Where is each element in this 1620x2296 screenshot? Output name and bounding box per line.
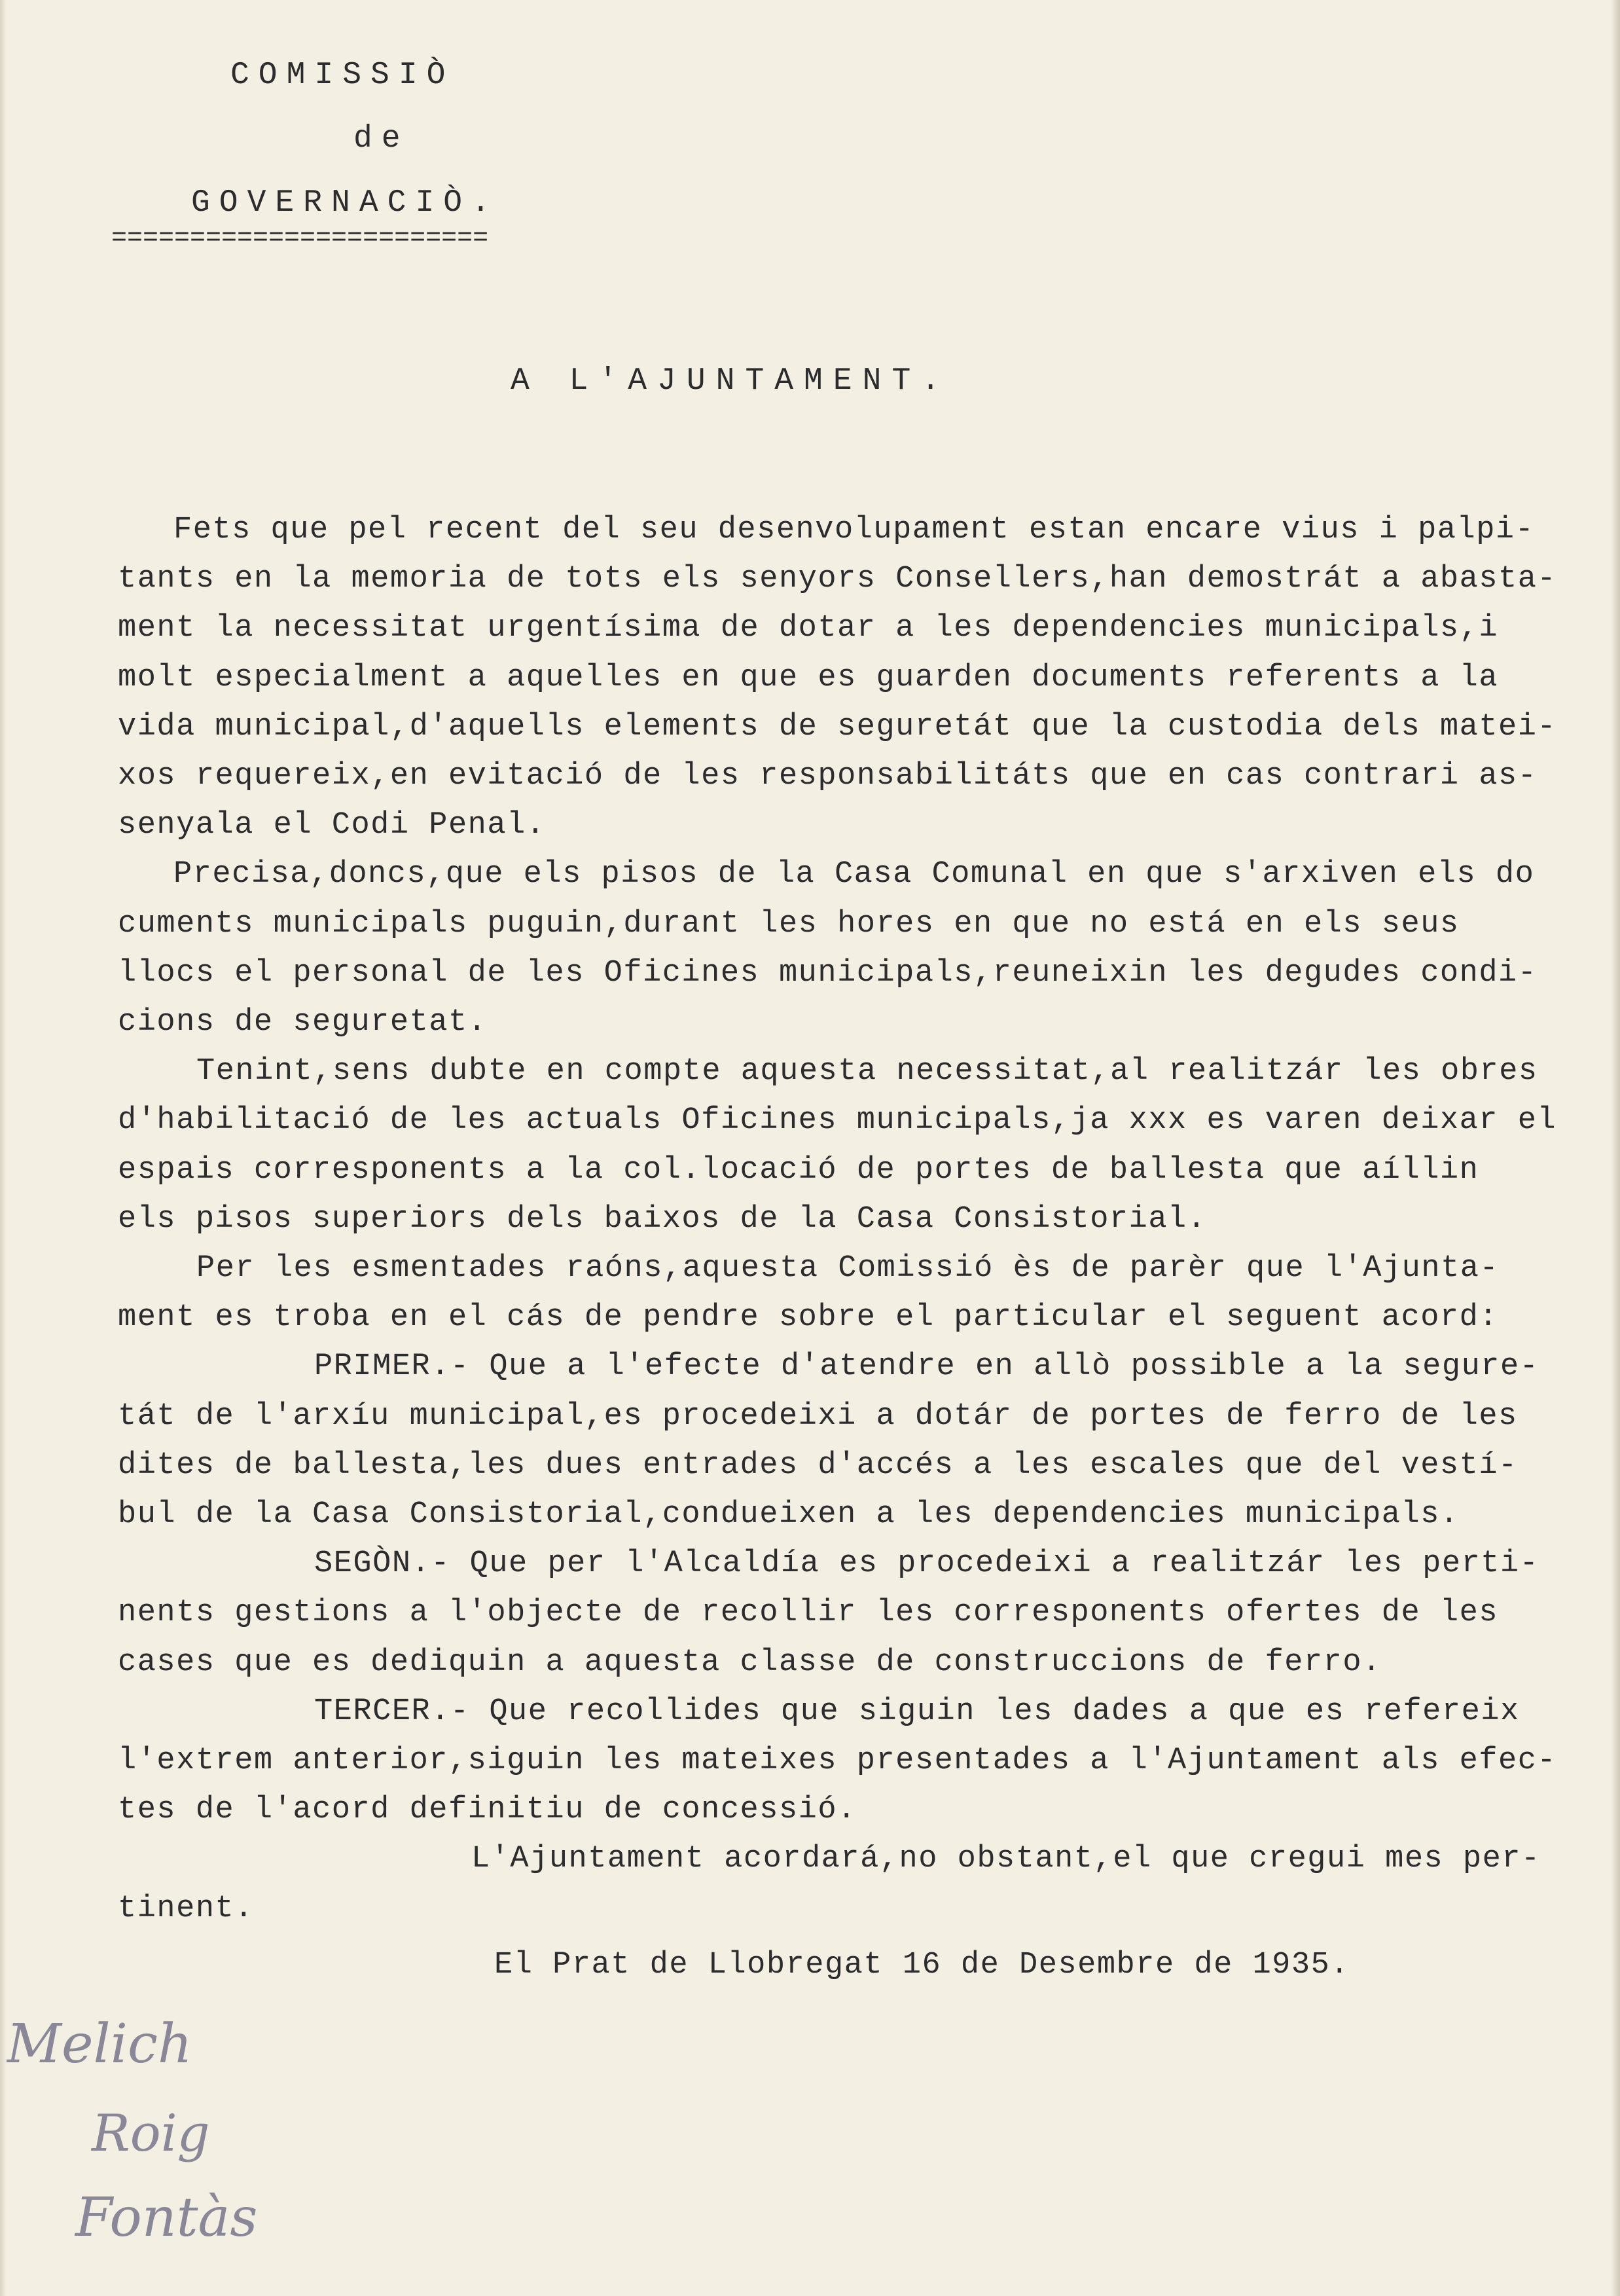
body-line: molt especialment a aquelles en que es guarden documents referents a la [118, 661, 1499, 695]
body-line: cuments municipals puguin,durant les hores en que no está en els seus [118, 907, 1460, 941]
body-line: ment la necessitat urgentísima de dotar a les dependencies municipals,i [118, 611, 1499, 646]
body-line: Tenint,sens dubte en compte aquesta necessitat,al realitzár les obres [196, 1054, 1538, 1089]
signature-roig: Roig [92, 2104, 210, 2163]
header-de: de [353, 121, 410, 156]
body-line: tes de l'acord definitiu de concessió. [118, 1793, 857, 1827]
body-line: d'habilitació de les actuals Oficines municipals,ja xxx es varen deixar el [118, 1103, 1557, 1138]
body-line: ment es troba en el cás de pendre sobre el particular el seguent acord: [118, 1300, 1499, 1335]
header-underline: ======================== [111, 224, 489, 253]
body-line: tants en la memoria de tots els senyors Consellers,han demostrát a abasta- [118, 562, 1557, 596]
date-line: El Prat de Llobregat 16 de Desembre de 1935. [494, 1948, 1350, 1982]
body-line: Per les esmentades raóns,aquesta Comissió ès de parèr que l'Ajunta- [196, 1251, 1500, 1286]
body-line: TERCER.- Que recollides que siguin les dades a que es refereix [314, 1694, 1520, 1729]
body-line: SEGÒN.- Que per l'Alcaldía es procedeixi a realitzár les perti- [314, 1546, 1539, 1581]
body-line: l'extrem anterior,siguin les mateixes presentades a l'Ajuntament als efec- [118, 1743, 1557, 1778]
body-line: llocs el personal de les Oficines municipals,reuneixin les degudes condi- [118, 956, 1538, 991]
signature-fontas: Fontàs [75, 2187, 258, 2249]
page-left-edge [0, 0, 7, 2296]
header-governacio: GOVERNACIÒ. [191, 185, 499, 221]
body-line: dites de ballesta,les dues entrades d'accés a les escales que del vestí- [118, 1448, 1518, 1483]
body-line: Fets que pel recent del seu desenvolupament estan encare vius i palpi- [173, 513, 1535, 547]
header-commission: COMISSIÒ [230, 58, 455, 93]
body-line: els pisos superiors dels baixos de la Casa Consistorial. [118, 1202, 1207, 1237]
page-right-edge [1611, 0, 1620, 2296]
body-line: PRIMER.- Que a l'efecte d'atendre en allò possible a la segure- [314, 1349, 1539, 1384]
body-line: cions de seguretat. [118, 1005, 488, 1040]
signature-melich: Melich [7, 2013, 192, 2075]
body-line: tát de l'arxíu municipal,es procedeixi a dotár de portes de ferro de les [118, 1399, 1518, 1434]
body-line: vida municipal,d'aquells elements de seguretát que la custodia dels matei- [118, 710, 1557, 744]
handwritten-signatures [7, 1977, 308, 2285]
body-line: bul de la Casa Consistorial,condueixen a les dependencies municipals. [118, 1497, 1460, 1532]
body-line: cases que es dediquin a aquesta classe de construccions de ferro. [118, 1645, 1382, 1680]
body-line: tinent. [118, 1891, 254, 1926]
body-line: nents gestions a l'objecte de recollir les corresponents ofertes de les [118, 1595, 1499, 1630]
body-line: espais corresponents a la col.locació de portes de ballesta que aíllin [118, 1153, 1479, 1188]
body-line: Precisa,doncs,que els pisos de la Casa Comunal en que s'arxiven els do [173, 857, 1535, 892]
body-line: L'Ajuntament acordará,no obstant,el que cregui mes per- [471, 1842, 1541, 1876]
body-line: senyala el Codi Penal. [118, 808, 546, 843]
body-line: xos requereix,en evitació de les responsabilitáts que en cas contrari as- [118, 759, 1538, 793]
page-title: A L'AJUNTAMENT. [511, 363, 951, 399]
